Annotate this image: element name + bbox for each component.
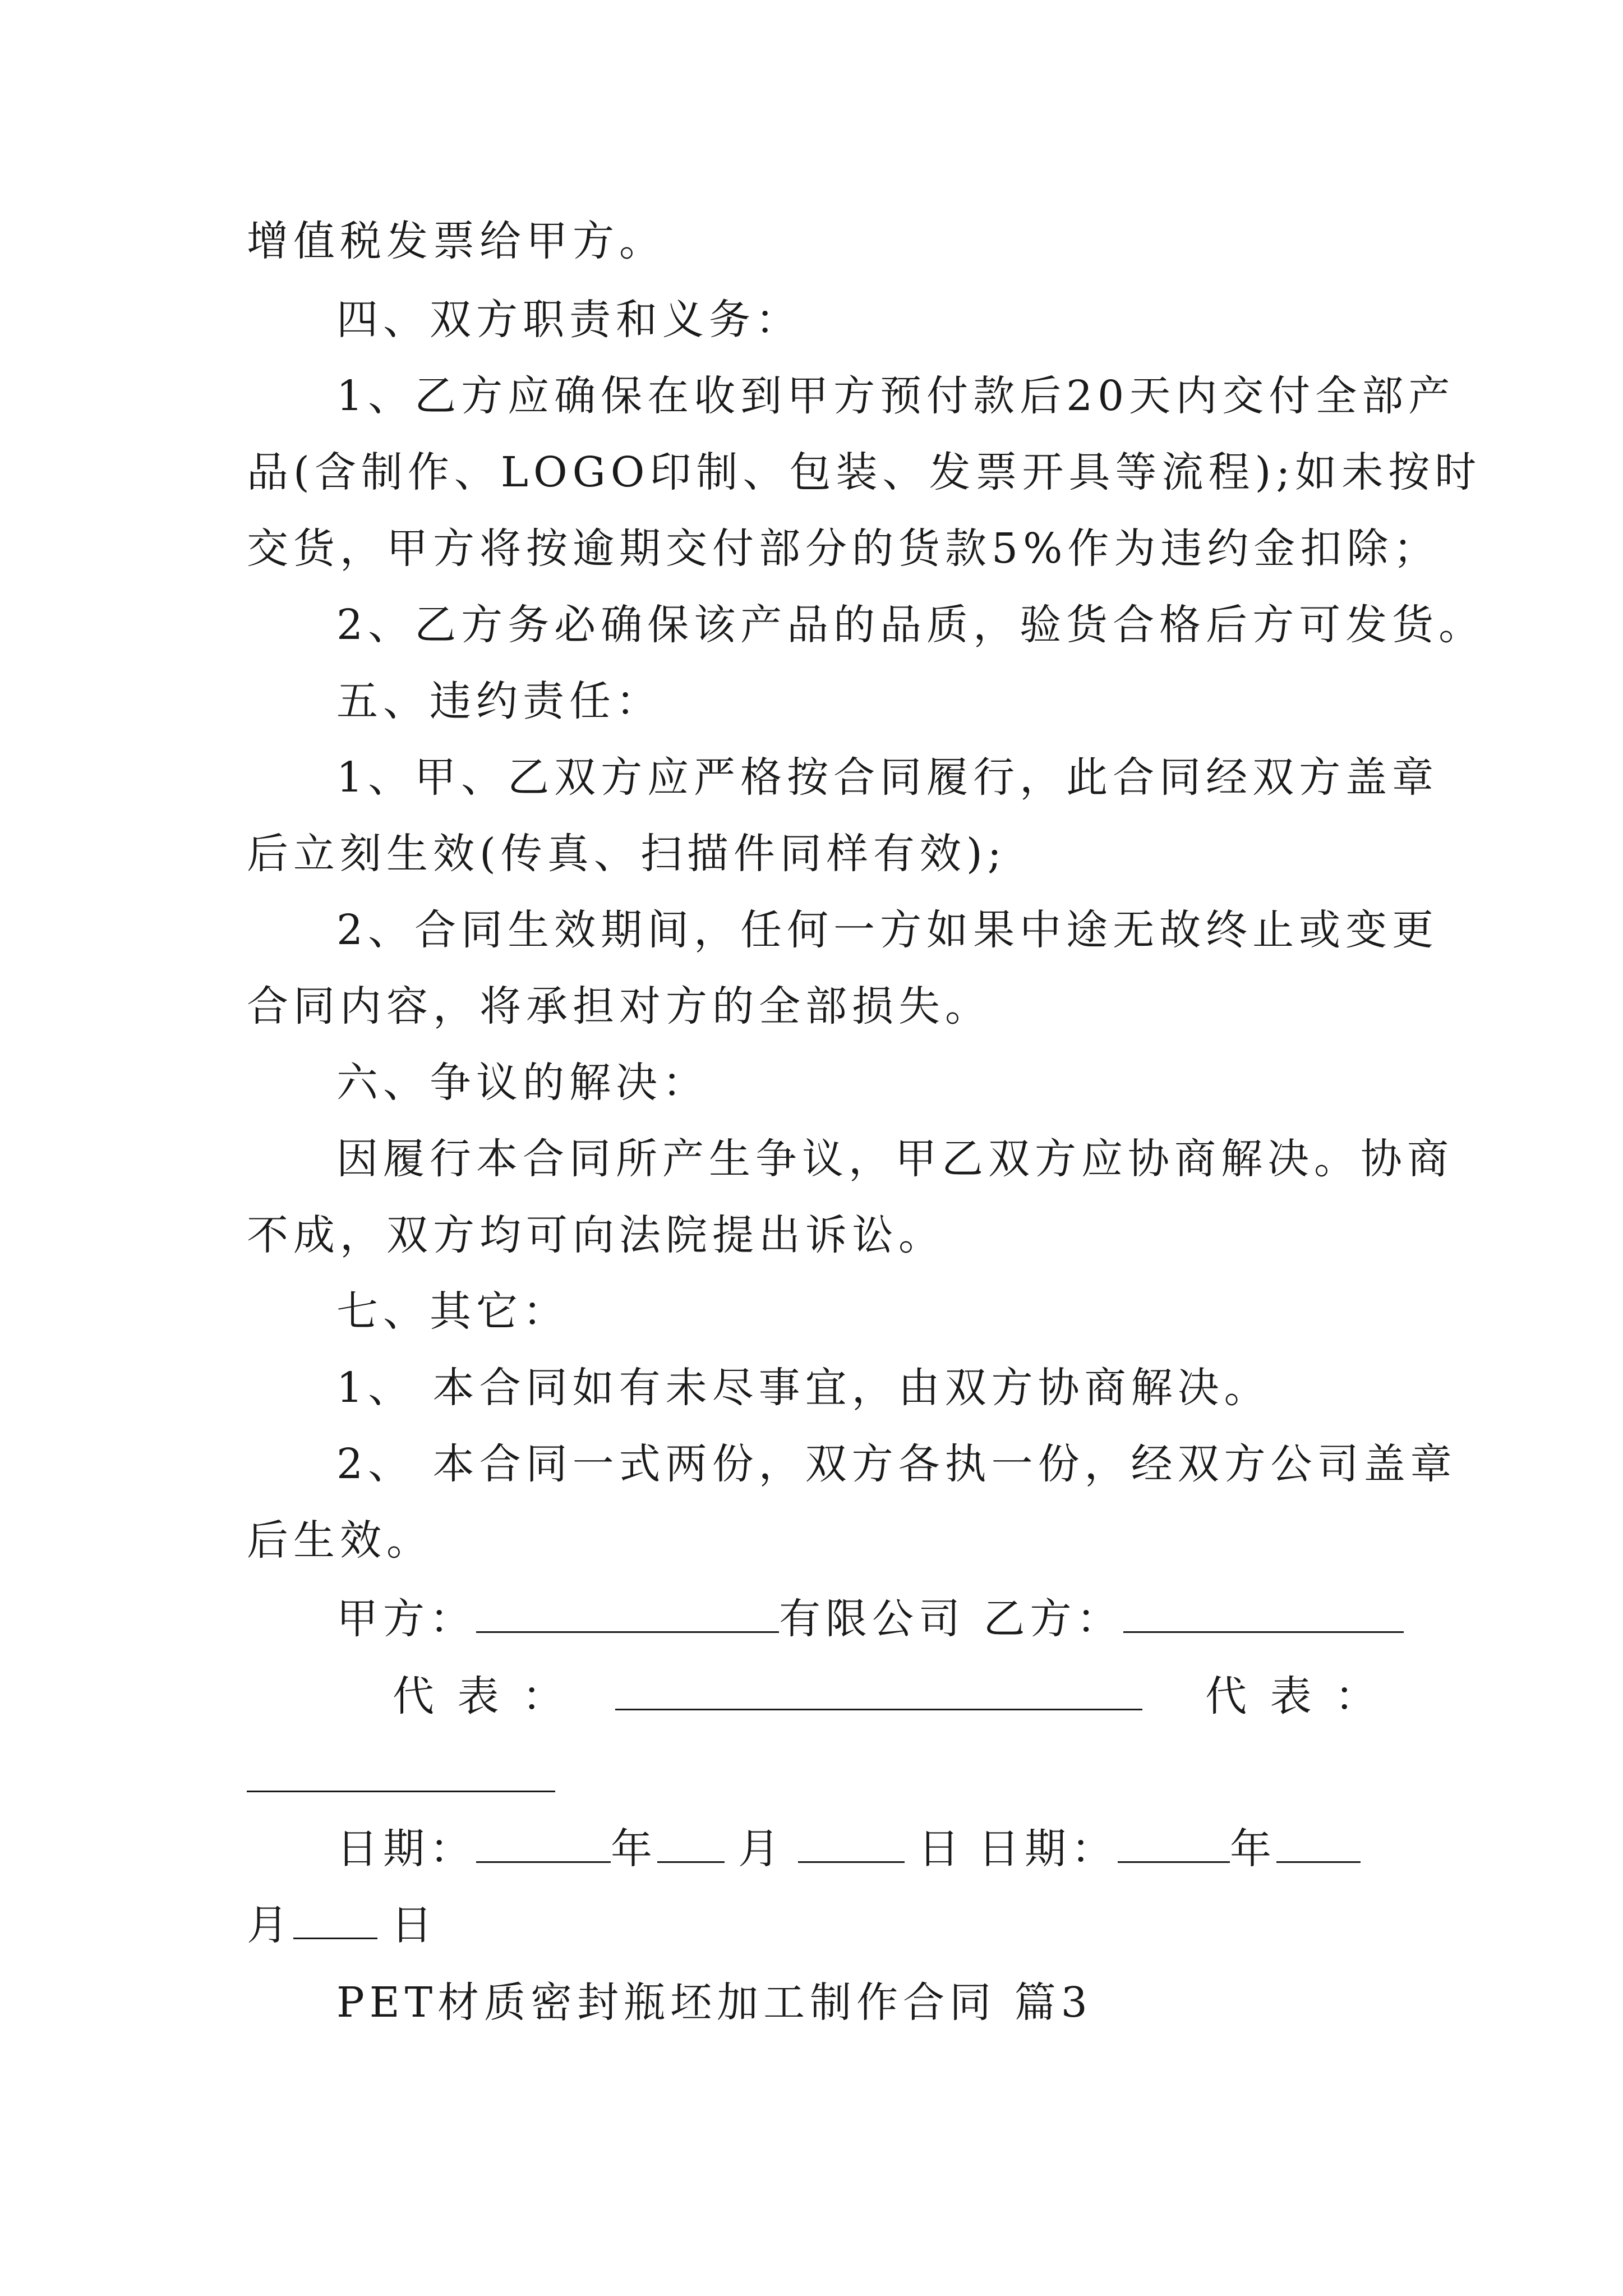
clause-4-2: 2、乙方务必确保该产品的品质，验货合格后方可发货。 xyxy=(336,601,1486,649)
date-b-day-label: 日 xyxy=(391,1901,437,1949)
clause-4-1-line-3: 交货，甲方将按逾期交付部分的货款5%作为违约金扣除； xyxy=(247,524,1440,573)
signature-party-row xyxy=(336,1591,1404,1647)
clause-4-1-line-2: 品(含制作、LOGO印制、包装、发票开具等流程);如未按时 xyxy=(247,448,1482,496)
date-b-year-blank xyxy=(1118,1822,1230,1863)
clause-5-1-line-1: 1、甲、乙双方应严格按合同履行，此合同经双方盖章 xyxy=(336,753,1439,802)
date-b-day-blank xyxy=(293,1898,377,1939)
clause-5-2-line-2: 合同内容，将承担对方的全部损失。 xyxy=(247,982,992,1030)
date-a-label: 日期： xyxy=(336,1825,476,1873)
date-a-month-label: 月 xyxy=(738,1825,785,1873)
section-heading-other: 七、其它： xyxy=(336,1287,569,1336)
party-b-label: 乙方： xyxy=(983,1595,1123,1643)
clause-7-2-line-2: 后生效。 xyxy=(247,1516,433,1565)
clause-7-2-line-1: 2、 本合同一式两份，双方各执一份，经双方公司盖章 xyxy=(336,1440,1457,1488)
party-a-blank xyxy=(476,1592,779,1633)
date-b-label: 日期： xyxy=(978,1825,1118,1873)
section-heading-breach: 五、违约责任： xyxy=(336,677,662,725)
rep-b-blank xyxy=(247,1791,555,1792)
date-a-year-label: 年 xyxy=(611,1825,657,1873)
clause-6-line-2: 不成，双方均可向法院提出诉讼。 xyxy=(247,1211,945,1259)
rep-a-blank xyxy=(615,1669,1142,1710)
section-heading-duties: 四、双方职责和义务： xyxy=(336,296,802,344)
clause-5-2-line-1: 2、合同生效期间，任何一方如果中途无故终止或变更 xyxy=(336,906,1439,954)
date-a-month-blank xyxy=(657,1822,725,1863)
section-heading-dispute: 六、争议的解决： xyxy=(336,1059,709,1107)
rep-b-label: 代 表 ： xyxy=(1205,1672,1382,1720)
date-a-year-blank xyxy=(476,1822,611,1863)
date-a-day-label: 日 xyxy=(918,1825,965,1873)
date-a-day-blank xyxy=(798,1822,905,1863)
clause-4-1-line-1: 1、乙方应确保在收到甲方预付款后20天内交付全部产 xyxy=(336,372,1455,420)
date-b-month-blank-start xyxy=(1276,1822,1361,1863)
next-section-title: PET材质密封瓶坯加工制作合同 篇3 xyxy=(336,1978,1092,2027)
rep-a-label: 代 表 ： xyxy=(393,1672,569,1720)
signature-date-row-cont xyxy=(247,1897,437,1953)
party-b-blank xyxy=(1123,1592,1404,1633)
clause-7-1: 1、 本合同如有未尽事宜，由双方协商解决。 xyxy=(336,1364,1271,1412)
date-b-year-label: 年 xyxy=(1230,1825,1276,1873)
party-a-label: 甲方： xyxy=(336,1595,476,1643)
paragraph-continuation: 增值税发票给甲方。 xyxy=(247,217,666,265)
signature-date-row xyxy=(336,1821,1361,1877)
date-b-month-label: 月 xyxy=(247,1901,293,1949)
clause-6-line-1: 因履行本合同所产生争议，甲乙双方应协商解决。协商 xyxy=(336,1135,1454,1183)
signature-rep-row xyxy=(393,1668,1381,1724)
party-a-suffix: 有限公司 xyxy=(779,1595,965,1643)
clause-5-1-line-2: 后立刻生效(传真、扫描件同样有效); xyxy=(247,830,1007,878)
